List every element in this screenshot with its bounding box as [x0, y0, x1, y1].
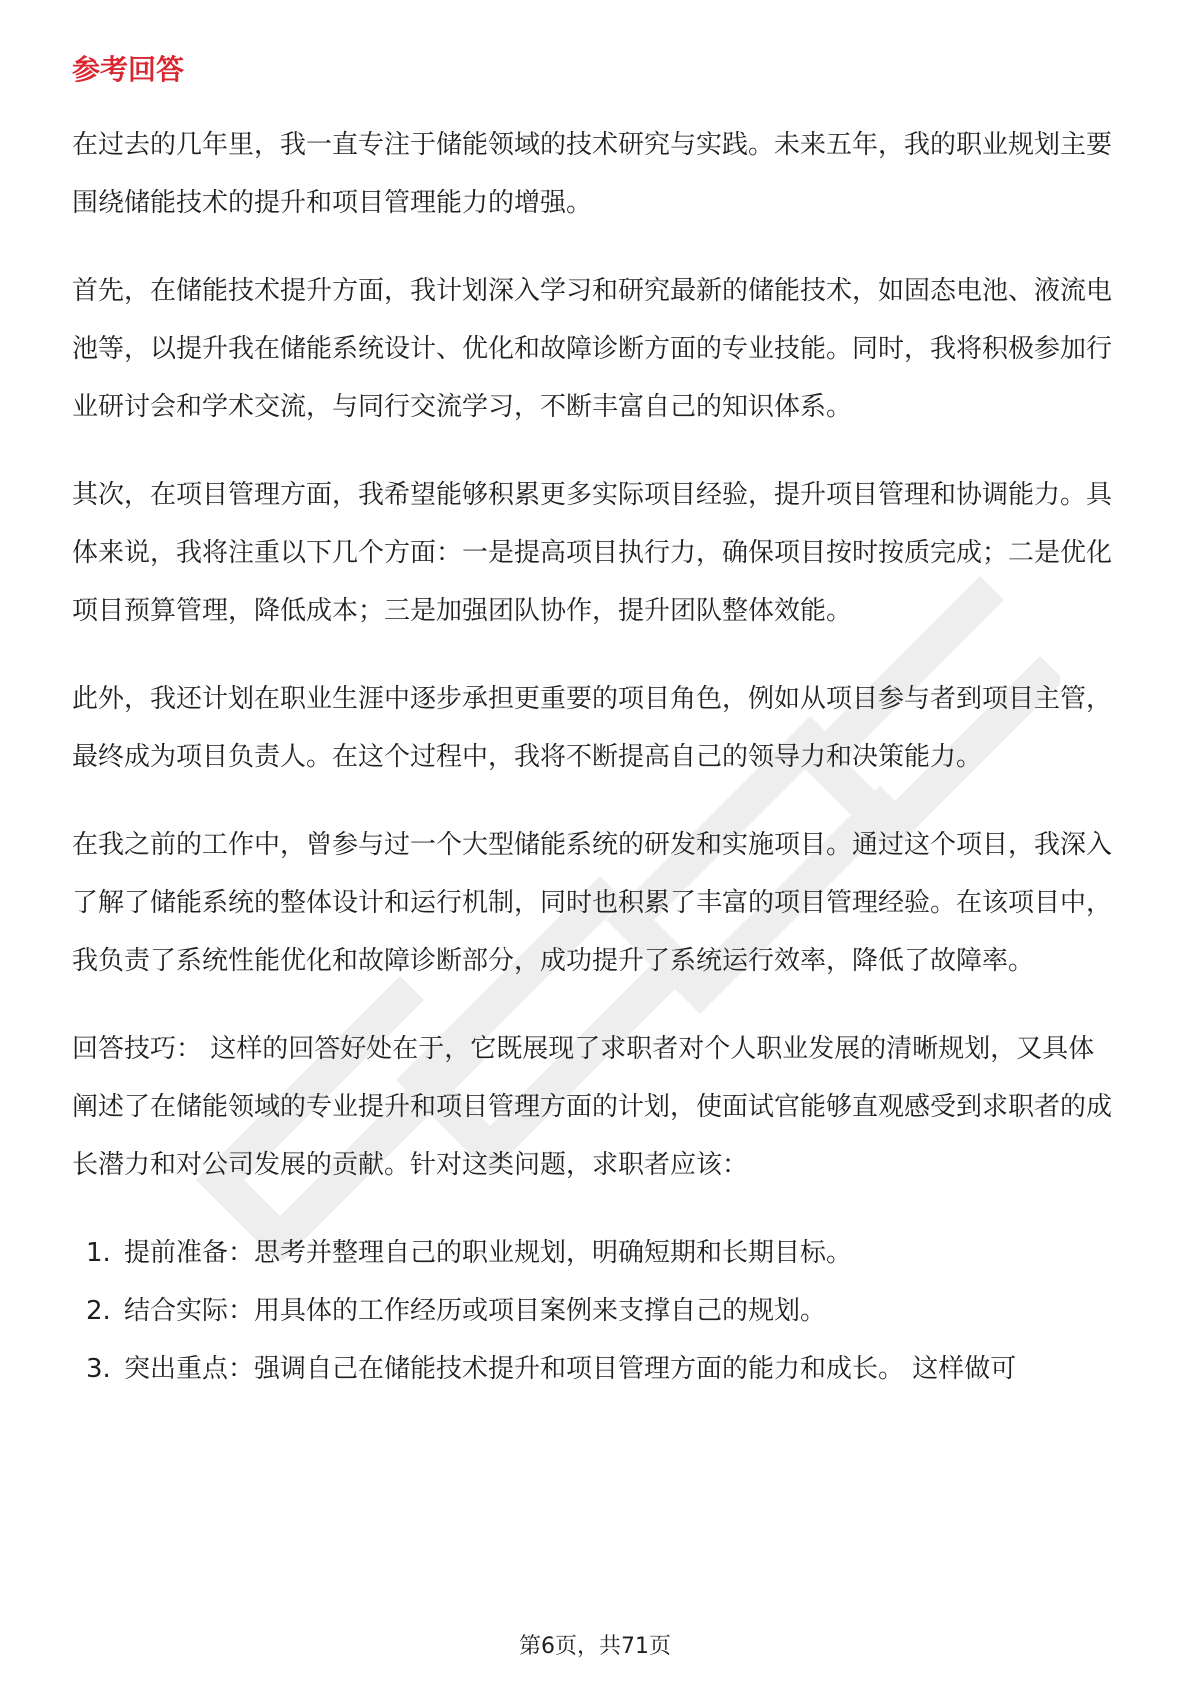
list-item: [72, 1282, 1120, 1340]
paragraph: 首先，在储能技术提升方面，我计划深入学习和研究最新的储能技术，如固态电池、液流电池等，以提升我在储能系统设计、优化和故障诊断方面的专业技能。同时，我将积极参加行业研讨会和学术交流，与同行交流学习，不断丰富自己的知识体系。: [72, 276, 1113, 422]
list-item: [72, 1340, 1120, 1398]
tips-list: [72, 1224, 1120, 1398]
answer-body: [72, 116, 1120, 1398]
list-item-text: 结合实际：用具体的工作经历或项目案例来支撑自己的规划。: [124, 1296, 827, 1326]
answer-tips-paragraph: 回答技巧： 这样的回答好处在于，它既展现了求职者对个人职业发展的清晰规划，又具体阐述了在储能领域的专业提升和项目管理方面的计划，使面试官能够直观感受到求职者的成长潜力和对公司发展的贡献。针对这类问题，求职者应该：: [72, 1034, 1113, 1180]
section-heading: 参考回答: [72, 53, 185, 86]
paragraph: 其次，在项目管理方面，我希望能够积累更多实际项目经验，提升项目管理和协调能力。具体来说，我将注重以下几个方面：一是提高项目执行力，确保项目按时按质完成；二是优化项目预算管理，降低成本；三是加强团队协作，提升团队整体效能。: [72, 480, 1113, 626]
list-number: 1.: [86, 1238, 111, 1268]
paragraph: 此外，我还计划在职业生涯中逐步承担更重要的项目角色，例如从项目参与者到项目主管，最终成为项目负责人。在这个过程中，我将不断提高自己的领导力和决策能力。: [72, 684, 1113, 772]
list-number: 2.: [86, 1296, 111, 1326]
page-footer: 第6页，共71页: [519, 1634, 671, 1659]
list-item-text: 突出重点：强调自己在储能技术提升和项目管理方面的能力和成长。 这样做可: [124, 1354, 1017, 1384]
paragraph: 在我之前的工作中，曾参与过一个大型储能系统的研发和实施项目。通过这个项目，我深入了解了储能系统的整体设计和运行机制，同时也积累了丰富的项目管理经验。在该项目中，我负责了系统性能优化和故障诊断部分，成功提升了系统运行效率，降低了故障率。: [72, 830, 1113, 976]
list-item: [72, 1224, 1120, 1282]
paragraph: 在过去的几年里，我一直专注于储能领域的技术研究与实践。未来五年，我的职业规划主要围绕储能技术的提升和项目管理能力的增强。: [72, 130, 1113, 218]
list-item-text: 提前准备：思考并整理自己的职业规划，明确短期和长期目标。: [124, 1238, 853, 1268]
list-number: 3.: [86, 1354, 111, 1384]
